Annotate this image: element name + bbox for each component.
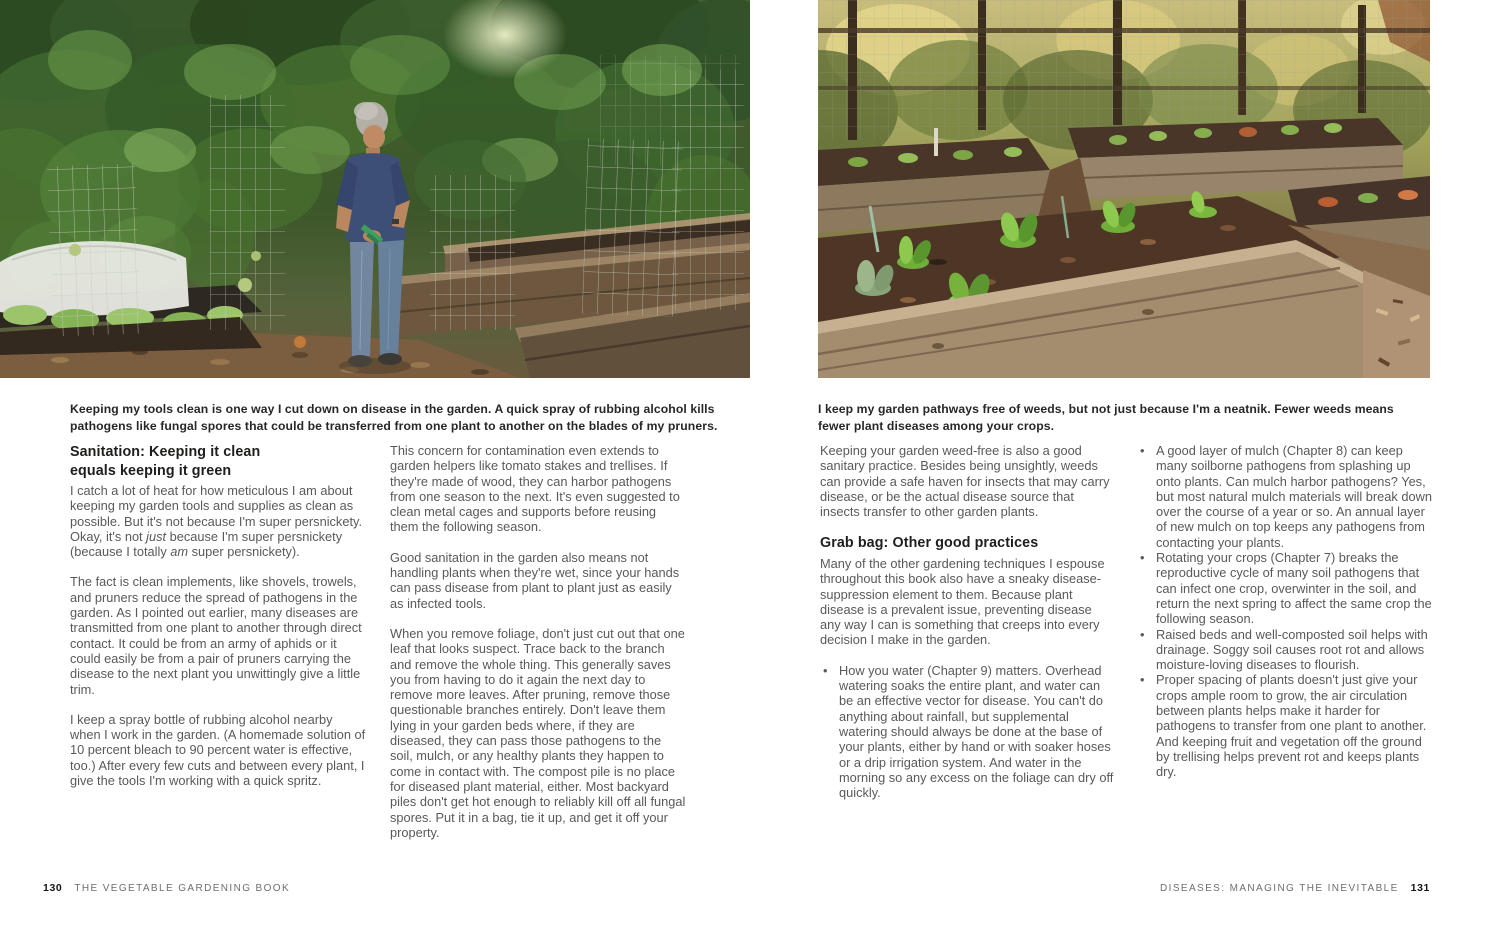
list-item <box>1137 672 1432 779</box>
list-item-text: A good layer of mulch (Chapter 8) can keep many soilborne pathogens from splashing up onto plants. Can mulch harbor pathogens? Yes, but most natural mulch materials will break down over the course of a year or so. An annual layer of new mulch on top keeps any pathogens from contacting your plants. <box>1156 443 1432 550</box>
bullet-marker: • <box>1140 550 1145 566</box>
italic-word: am <box>170 544 189 560</box>
section-heading-grab-bag: Grab bag: Other good practices <box>820 535 1039 552</box>
list-item-text: How you water (Chapter 9) matters. Overhead watering soaks the entire plant, and water can be an effective vector for disease. You can't do anything about rainfall, but supplemental watering should always be done at the base of your plants, either by hand or with soaker hoses or a drip irrigation system. And water in the morning so any excess on the foliage can dry off quickly. <box>839 662 1114 801</box>
left-page-body <box>70 443 686 855</box>
body-paragraph <box>70 483 366 559</box>
page-number-left: 130 <box>43 882 63 894</box>
body-paragraph: I keep a spray bottle of rubbing alcohol nearby when I work in the garden. (A homemade solution of 10 percent bleach to 90 percent water is effective, too.) After every few cuts and between every plant, I give the tools I'm working with a quick spritz. <box>70 711 366 789</box>
italic-word: just <box>146 528 167 544</box>
heading-line-1: Sanitation: Keeping it clean <box>70 444 261 460</box>
bullet-marker: • <box>1140 672 1145 688</box>
list-item <box>1137 550 1432 626</box>
list-item <box>1137 443 1432 550</box>
list-item <box>1137 627 1432 673</box>
paragraph-segment: I catch a lot of heat for how meticulous I am about keeping my garden tools and supplies as clean as possible. But it's not because I'm super persnickety. Okay, it's not <box>70 483 363 544</box>
list-item-text: Rotating your crops (Chapter 7) breaks the reproductive cycle of many soil pathogens that can infect one crop, overwinter in the soil, and return the next spring to affect the same crop the following season. <box>1156 550 1432 627</box>
left-garden-photo-art <box>0 0 750 378</box>
paragraph-segment: super persnickety). <box>188 544 300 560</box>
body-paragraph: Keeping your garden weed-free is also a good sanitary practice. Besides being unsightly, weeds can provide a safe haven for insects that may carry disease, or be the actual disease source that insects transfer to other garden plants. <box>820 443 1110 520</box>
right-page-body <box>820 443 1432 800</box>
list-item-text: Raised beds and well-composted soil helps with drainage. Soggy soil causes root rot and allows moisture-loving diseases to flourish. <box>1156 626 1428 673</box>
practices-list-part2 <box>1137 443 1432 780</box>
bullet-marker: • <box>1140 626 1145 642</box>
fence <box>818 0 1430 140</box>
right-column-2 <box>1137 443 1432 800</box>
section-heading-sanitation <box>70 443 366 480</box>
right-photo-caption: I keep my garden pathways free of weeds, but not just because I'm a neatnik. Fewer weeds means fewer plant diseases among your crops. <box>818 402 1394 433</box>
left-column-2 <box>390 443 686 855</box>
paragraph-segment: because I'm super persnickety (because I totally <box>70 528 343 560</box>
list-item <box>820 663 1115 801</box>
bullet-marker: • <box>1140 443 1145 458</box>
right-column-1 <box>820 443 1115 800</box>
list-item-text: Proper spacing of plants doesn't just give your crops ample room to grow, the air circulation between plants helps make it harder for pathogens to transfer from one plant to another. And keeping fruit and vegetation off the ground by trellising helps prevent rot and keeps plants dry. <box>1156 672 1427 780</box>
body-paragraph: Good sanitation in the garden also means not handling plants when they're wet, since your hands can pass disease from plant to plant just as easily as infected tools. <box>390 549 680 611</box>
right-page-footer <box>1160 882 1430 894</box>
left-column-1 <box>70 443 366 855</box>
left-garden-photo <box>0 0 750 378</box>
heading-line-2: equals keeping it green <box>70 462 232 479</box>
bullet-marker: • <box>823 662 828 678</box>
body-paragraph: This concern for contamination even extends to garden helpers like tomato stakes and trellises. If they're made of wood, they can harbor pathogens from one season to the next. It's even suggested to clean metal cages and supports before reusing them the following season. <box>390 443 680 535</box>
running-title-right: DISEASES: MANAGING THE INEVITABLE <box>1160 883 1399 894</box>
body-paragraph: When you remove foliage, don't just cut out that one leaf that looks suspect. Trace back to the branch and remove the whole thing. This generally saves you from having to do it again the next day to remove more leaves. After pruning, remove those questionable branches entirely. Don't leave them lying in your garden beds where, if they are diseased, they can pass those pathogens to the soil, mulch, or any healthy plants they happen to come in contact with. The compost pile is no place for diseased plant material, either. Most backyard piles don't get hot enough to reliably kill off all fungal spores. Put it in a bag, tie it up, and get it off your property. <box>390 625 686 840</box>
body-paragraph: Many of the other gardening techniques I espouse throughout this book also have a sneaky disease-suppression element to them. Because plant disease is a prevalent issue, preventing disease any way I can is something that creeps into every decision I make in the garden. <box>820 555 1105 648</box>
practices-list-part1 <box>820 663 1115 801</box>
body-paragraph: The fact is clean implements, like shovels, trowels, and pruners reduce the spread of pathogens in the garden. As I pointed out earlier, many diseases are transmitted from one plant to another through direct contact. It could be from an army of aphids or it could easily be from a pair of pruners carrying the disease to the next plant you unwittingly give a little trim. <box>70 574 362 697</box>
right-garden-photo <box>818 0 1430 378</box>
page-number-right: 131 <box>1410 882 1430 894</box>
right-garden-photo-art <box>818 0 1430 378</box>
left-photo-caption: Keeping my tools clean is one way I cut down on disease in the garden. A quick spray of rubbing alcohol kills pathogens like fungal spores that could be transferred from one plant to another on the blades of my pruners. <box>70 402 718 433</box>
left-page-footer <box>43 882 290 894</box>
running-title-left: THE VEGETABLE GARDENING BOOK <box>74 883 291 894</box>
